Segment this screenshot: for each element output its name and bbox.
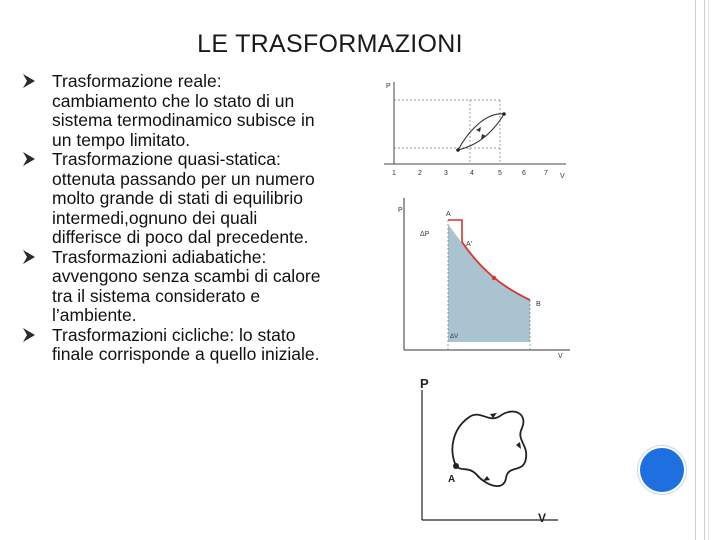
axis-label-v: V	[538, 511, 547, 525]
slide-title: LE TRASFORMAZIONI	[197, 30, 463, 58]
tick-1: 1	[392, 170, 396, 177]
axis-label-v: V	[558, 353, 563, 360]
point-b-label: B	[536, 301, 541, 308]
bullet-text: Trasformazioni adiabatiche: avvengono senza scambi di calore tra il sistema considerato e l’ambiente.	[52, 246, 321, 325]
tick-2: 2	[418, 170, 422, 177]
axis-label-p: P	[386, 83, 391, 90]
arrow-bullet-icon	[22, 327, 36, 343]
arrow-bullet-icon	[22, 151, 36, 167]
axis-label-p: P	[398, 207, 403, 214]
bullet-list	[22, 72, 322, 365]
decorative-frame	[695, 0, 705, 540]
tick-3: 3	[444, 170, 448, 177]
bullet-item	[22, 248, 322, 326]
bullet-text: Trasformazione reale: cambiamento che lo stato di un sistema termodinamico subisce in un tempo limitato.	[52, 71, 315, 150]
quasistatic-graph	[390, 190, 575, 360]
point-a-label: A	[448, 474, 456, 485]
cycle-loop	[458, 114, 504, 150]
tick-5: 5	[498, 170, 502, 177]
bullet-item	[22, 150, 322, 248]
axis-label-v: V	[560, 173, 565, 180]
arrow-bullet-icon	[22, 73, 36, 89]
work-area	[448, 220, 530, 342]
decorative-blue-circle	[640, 448, 684, 492]
point-a-prime-label: A'	[466, 241, 473, 248]
tick-6: 6	[522, 170, 526, 177]
tick-7: 7	[544, 170, 548, 177]
decorative-frame-line	[708, 0, 709, 540]
bullet-item	[22, 72, 322, 150]
delta-v-label: ΔV	[450, 334, 459, 340]
arrow-bullet-icon	[22, 249, 36, 265]
cycle-pv-graph	[380, 78, 570, 184]
delta-p-label: ΔP	[420, 231, 430, 238]
point-a-label: A	[446, 211, 451, 218]
bullet-item	[22, 326, 322, 365]
axis-label-p: P	[420, 376, 429, 391]
bullet-text: Trasformazione quasi-statica: ottenuta passando per un numero molto grande di stati di equilibrio intermedi,ognuno dei quali differisce di poco dal precedente.	[52, 149, 315, 247]
bullet-text: Trasformazioni cicliche: lo stato finale corrisponde a quello iniziale.	[52, 324, 320, 364]
tick-4: 4	[470, 170, 474, 177]
cyclic-pv-graph	[410, 370, 560, 528]
cycle-closed-path	[452, 412, 526, 487]
